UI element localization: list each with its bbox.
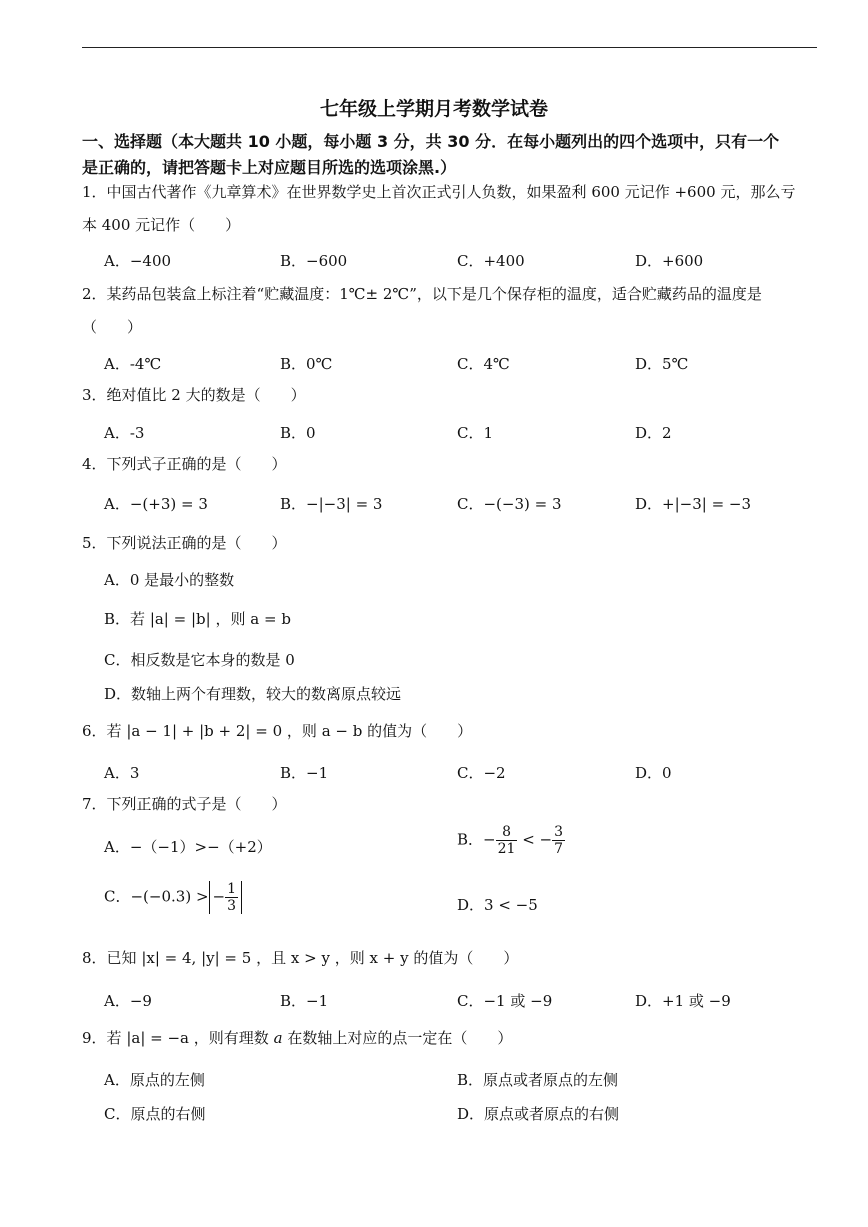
question-6-stem-mid: ，则 [286, 722, 317, 740]
page-title: 七年级上学期月考数学试卷 [319, 98, 548, 120]
question-1-option-c: C．+400 [457, 252, 525, 270]
question-5-option-c: C．相反数是它本身的数是 0 [104, 651, 295, 669]
question-4-option-a [104, 493, 208, 514]
question-4-stem: 4．下列式子正确的是（ ） [82, 455, 287, 473]
question-9-option-a: A．原点的左侧 [104, 1071, 205, 1089]
question-5-option-b-prefix: B．若 [104, 610, 146, 628]
question-9-option-c: C．原点的右侧 [104, 1105, 206, 1123]
question-7-option-b-fraction-2 [552, 824, 565, 857]
question-4-option-a-label: A． [104, 495, 130, 513]
question-1-stem-line1: 1．中国古代著作《九章算术》在世界数学史上首次正式引人负数，如果盈利 600 元记作 +600 元，那么亏 [82, 183, 796, 201]
question-9-stem-prefix: 9．若 [82, 1029, 122, 1047]
question-5-stem: 5．下列说法正确的是（ ） [82, 534, 287, 552]
question-4-option-d [635, 493, 751, 514]
question-8-option-b: B．−1 [280, 992, 329, 1010]
question-1-stem-line2: 本 400 元记作（ ） [82, 216, 241, 234]
question-1-option-b: B．−600 [280, 252, 348, 270]
question-5-option-b-cond: |a| = |b| [149, 610, 211, 628]
question-5-option-b-result: a = b [250, 610, 291, 628]
question-9-stem-mid: ，则有理数 [193, 1029, 269, 1047]
question-7-option-b-num-1: 8 [496, 824, 518, 841]
question-7-option-c-num: 1 [227, 881, 237, 897]
question-7-option-b: B．− $\frac{8}{21}$ < − $\frac{3}{7}$ [457, 824, 564, 857]
header-rule [82, 47, 817, 48]
question-3-stem: 3．绝对值比 2 大的数是（ ） [82, 386, 306, 404]
question-3-option-b: B．0 [280, 424, 316, 442]
question-7-option-c-fraction [225, 881, 238, 914]
question-2-option-c: C．4℃ [457, 355, 510, 373]
question-6-option-a: A．3 [104, 764, 140, 782]
question-7-option-a: A．−（−1）>−（+2） [104, 838, 272, 856]
section-heading-line1: 一、选择题（本大题共 10 小题，每小题 3 分，共 30 分．在每小题列出的四个选项中，只有一个 [82, 132, 780, 151]
question-5-option-b-mid: ，则 [215, 610, 246, 628]
question-8-stem-prefix: 8．已知 [82, 949, 137, 967]
question-4-option-c-math: −(−3) = 3 [483, 495, 562, 513]
question-7-option-b-label: B． [457, 830, 484, 849]
question-6-stem-math: |a − 1| + |b + 2| = 0 [126, 722, 283, 740]
question-5-option-a: A．0 是最小的整数 [104, 571, 235, 589]
question-6-stem-expr: a − b [321, 722, 363, 740]
question-1-option-a: A．−400 [104, 252, 172, 270]
question-4-option-b-label: B． [280, 495, 307, 513]
question-4-option-b-math: −|−3| = 3 [306, 495, 383, 513]
question-4-option-d-label: D． [635, 495, 663, 513]
question-7-option-c-label: C． [104, 887, 131, 906]
question-8-stem-math-2: x > y [290, 949, 330, 967]
question-9-stem-suffix: 在数轴上对应的点一定在（ ） [287, 1029, 513, 1047]
question-8-option-d: D．+1 或 −9 [635, 992, 731, 1010]
question-3-option-c: C．1 [457, 424, 494, 442]
question-3-option-d: D．2 [635, 424, 672, 442]
section-heading [82, 129, 822, 181]
question-7-option-b-den-1: 21 [497, 841, 516, 857]
question-6-option-d: D．0 [635, 764, 672, 782]
question-3-option-a: A．-3 [104, 424, 145, 442]
question-8-stem-mid-1: ，且 [256, 949, 287, 967]
question-2-option-a: A．-4℃ [104, 355, 162, 373]
question-4-option-a-math: −(+3) = 3 [129, 495, 208, 513]
question-4-option-c [457, 493, 562, 514]
question-9-stem-var: a [273, 1029, 283, 1047]
question-2-stem-line1: 2．某药品包装盒上标注着“贮藏温度：1℃± 2℃”，以下是几个保存柜的温度，适合贮藏药品的温度是 [82, 285, 762, 303]
question-2-option-d: D．5℃ [635, 355, 689, 373]
question-8-stem-mid-2: ，则 [334, 949, 365, 967]
question-4-option-b [280, 493, 382, 514]
question-8-stem [82, 942, 822, 975]
question-4-option-d-math: +|−3| = −3 [662, 495, 752, 513]
question-7-option-b-fraction-1 [496, 824, 518, 857]
question-6-stem [82, 715, 822, 748]
question-7-option-d: D．3 < −5 [457, 896, 538, 914]
question-9-option-d: D．原点或者原点的右侧 [457, 1105, 620, 1123]
question-2-stem [82, 278, 822, 344]
question-1-option-d: D．+600 [635, 252, 704, 270]
question-7-option-c-den: 3 [227, 898, 237, 914]
question-7-option-b-den-2: 7 [554, 841, 564, 857]
question-9-stem [82, 1022, 822, 1055]
question-9-stem-math: |a| = −a [126, 1029, 189, 1047]
question-7-option-c: C．−(−0.3) > − $\frac{1}{3}$ [104, 881, 242, 914]
question-7-option-c-left: −(−0.3) > [130, 887, 209, 906]
question-6-stem-suffix: 的值为（ ） [367, 722, 473, 740]
question-2-option-b: B．0℃ [280, 355, 333, 373]
question-6-option-c: C．−2 [457, 764, 506, 782]
question-8-stem-suffix: 的值为（ ） [413, 949, 519, 967]
question-8-option-a: A．−9 [104, 992, 152, 1010]
question-5-option-d: D．数轴上两个有理数，较大的数离原点较远 [104, 685, 402, 703]
question-4-option-c-label: C． [457, 495, 484, 513]
question-5-option-b [104, 608, 291, 629]
question-2-stem-line2: （ ） [82, 318, 143, 336]
question-9-option-b: B．原点或者原点的左侧 [457, 1071, 619, 1089]
question-6-stem-prefix: 6．若 [82, 722, 122, 740]
question-7-stem: 7．下列正确的式子是（ ） [82, 795, 287, 813]
question-1-stem [82, 176, 822, 242]
question-8-stem-math-3: x + y [369, 949, 409, 967]
question-8-option-c: C．−1 或 −9 [457, 992, 553, 1010]
section-heading-line2: 是正确的，请把答题卡上对应题目所选的选项涂黑.） [82, 158, 457, 177]
question-7-option-b-num-2: 3 [554, 824, 564, 840]
question-6-option-b: B．−1 [280, 764, 329, 782]
question-8-stem-math-1: |x| = 4, |y| = 5 [141, 949, 252, 967]
